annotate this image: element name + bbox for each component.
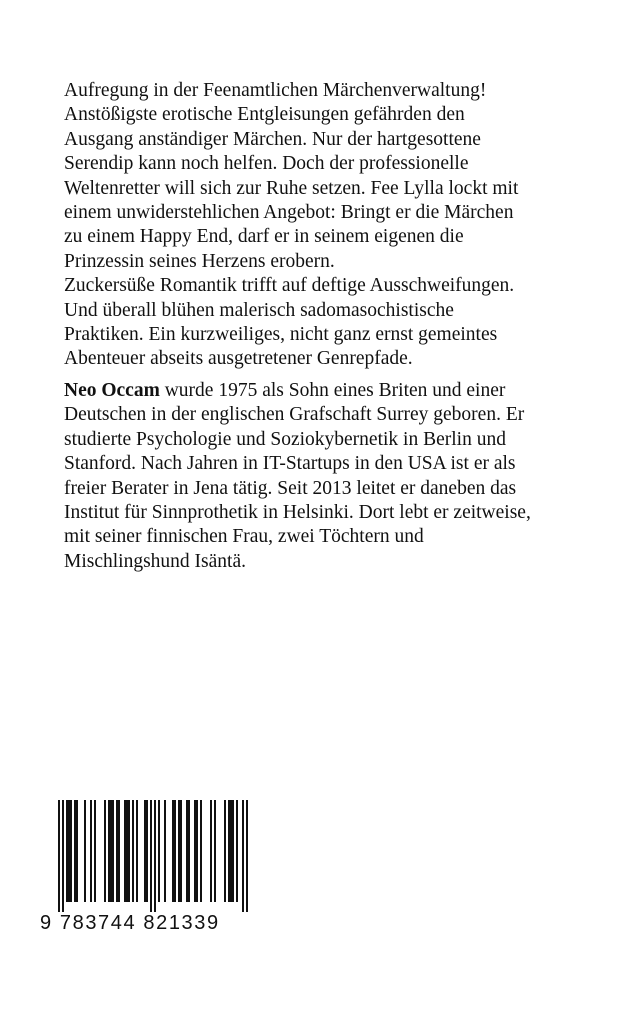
author-bio bbox=[64, 379, 584, 574]
blurb-line: Aufregung in der Feenamtlichen Märchenverwaltung! bbox=[64, 80, 487, 101]
barcode-bar bbox=[172, 800, 174, 902]
bio-line: Mischlingshund Isäntä. bbox=[64, 550, 246, 572]
barcode-bar bbox=[58, 800, 60, 912]
barcode-bar bbox=[66, 800, 68, 902]
barcode-bar bbox=[242, 800, 244, 912]
barcode-bar bbox=[194, 800, 196, 902]
barcode-bar bbox=[108, 800, 110, 902]
blurb-line: Abenteuer abseits ausgetretener Genrepfade. bbox=[64, 348, 413, 370]
barcode-bar bbox=[196, 800, 198, 902]
barcode-bar bbox=[174, 800, 176, 902]
barcode-bar bbox=[126, 800, 128, 902]
barcode-bar bbox=[180, 800, 182, 902]
barcode-bar bbox=[188, 800, 190, 902]
blurb-text bbox=[64, 79, 584, 372]
barcode-bar bbox=[210, 800, 212, 902]
barcode-bar bbox=[90, 800, 92, 902]
barcode-bar bbox=[68, 800, 70, 902]
barcode-bar bbox=[116, 800, 118, 902]
barcode-bar bbox=[150, 800, 152, 912]
bio-line: mit seiner finnischen Frau, zwei Töchtern und bbox=[64, 526, 424, 548]
barcode-bars bbox=[40, 800, 256, 912]
blurb-line: Und überall blühen malerisch sadomasochistische bbox=[64, 299, 454, 321]
barcode-bar bbox=[186, 800, 188, 902]
barcode-bar bbox=[246, 800, 248, 912]
blurb-line: Weltenretter will sich zur Ruhe setzen. Fee Lylla lockt mit bbox=[64, 177, 519, 199]
barcode-bar bbox=[200, 800, 202, 902]
barcode-bar bbox=[164, 800, 166, 902]
barcode-bar bbox=[178, 800, 180, 902]
barcode-bar bbox=[232, 800, 234, 902]
bio-line: freier Berater in Jena tätig. Seit 2013 leitet er daneben das bbox=[64, 477, 517, 499]
barcode-bar bbox=[154, 800, 156, 912]
barcode-bar bbox=[236, 800, 238, 902]
barcode-bar bbox=[224, 800, 226, 902]
bio-line: Deutschen in der englischen Grafschaft Surrey geboren. Er bbox=[64, 404, 525, 426]
blurb-line: Ausgang anständiger Märchen. Nur der hartgesottene bbox=[64, 128, 481, 150]
bio-first-line-text: wurde 1975 als Sohn eines Briten und einer bbox=[159, 380, 506, 401]
barcode-bar bbox=[84, 800, 86, 902]
barcode-bar bbox=[230, 800, 232, 902]
barcode-bar bbox=[136, 800, 138, 902]
blurb-line: Praktiken. Ein kurzweiliges, nicht ganz ernst gemeintes bbox=[64, 324, 498, 346]
blurb-line: Prinzessin seines Herzens erobern. bbox=[64, 250, 335, 272]
barcode-bar bbox=[70, 800, 72, 902]
isbn-number: 9 783744 821339 bbox=[40, 912, 220, 934]
barcode-bar bbox=[144, 800, 146, 902]
barcode-bar bbox=[74, 800, 76, 902]
barcode-bar bbox=[118, 800, 120, 902]
barcode-bar bbox=[124, 800, 126, 902]
barcode-bar bbox=[146, 800, 148, 902]
barcode-bar bbox=[228, 800, 230, 902]
barcode-bar bbox=[128, 800, 130, 902]
bio-line: Stanford. Nach Jahren in IT-Startups in den USA ist er als bbox=[64, 453, 516, 475]
isbn-barcode bbox=[40, 800, 256, 936]
blurb-line: Serendip kann noch helfen. Doch der professionelle bbox=[64, 153, 469, 175]
barcode-bar bbox=[158, 800, 160, 902]
author-name: Neo Occam bbox=[64, 380, 160, 401]
barcode-bar bbox=[76, 800, 78, 902]
bio-first-line bbox=[64, 379, 584, 403]
blurb-line: zu einem Happy End, darf er in seinem eigenen die bbox=[64, 226, 464, 248]
barcode-bar bbox=[132, 800, 134, 902]
blurb-line: Zuckersüße Romantik trifft auf deftige Ausschweifungen. bbox=[64, 275, 515, 297]
bio-line: Institut für Sinnprothetik in Helsinki. Dort lebt er zeitweise, bbox=[64, 502, 531, 524]
barcode-bar bbox=[104, 800, 106, 902]
barcode-bar bbox=[62, 800, 64, 912]
blurb-line: einem unwiderstehlichen Angebot: Bringt er die Märchen bbox=[64, 202, 514, 224]
barcode-bar bbox=[214, 800, 216, 902]
blurb-line: Anstößigste erotische Entgleisungen gefährden den bbox=[64, 104, 465, 126]
barcode-bar bbox=[110, 800, 112, 902]
barcode-bar bbox=[94, 800, 96, 902]
barcode-bar bbox=[112, 800, 114, 902]
bio-line: studierte Psychologie und Soziokybernetik in Berlin und bbox=[64, 428, 506, 450]
